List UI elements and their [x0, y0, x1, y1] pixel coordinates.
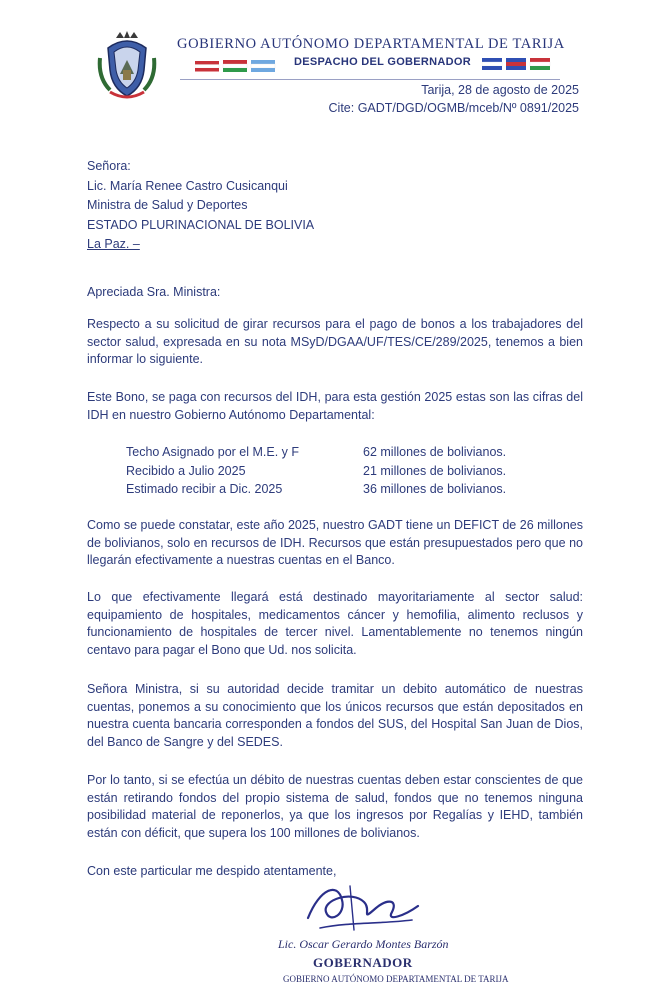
letter-greeting: Apreciada Sra. Ministra: [87, 285, 221, 299]
paragraph-accounts: Señora Ministra, si su autoridad decide tramitar un debito automático de nuestras cuentas, ponemos a su conocimiento que los únicos recursos que están depositados en nuestra cuenta bancaria corresponden a fondos del SUS, del Hospital San Juan de Dios, del Banco de Sangre y del SEDES. [87, 682, 583, 749]
figures-row [126, 445, 526, 464]
department-crest-icon [96, 30, 158, 102]
paragraph-request: Respecto a su solicitud de girar recursos para el pago de bonos a los trabajadores del sector salud, expresada en su nota MSyD/DGAA/UF/TES/CE/289/2025, tenemos a bien informar lo siguiente. [87, 317, 583, 366]
figure-value: 21 millones de bolivianos. [363, 463, 507, 478]
addressee-city: La Paz. – [87, 237, 140, 251]
handwritten-signature [280, 878, 430, 940]
figure-label: Techo Asignado por el M.E. y F [126, 445, 300, 459]
paragraph-idh-intro: Este Bono, se paga con recursos del IDH, para esta gestión 2025 estas son las cifras del IDH en nuestro Gobierno Autónomo Departamental: [87, 390, 583, 422]
paragraph-destination: Lo que efectivamente llegará está destinado mayoritariamente al sector salud: equipamiento de hospitales, medicamentos cáncer y hemofilia, alimento reclusos y funcionamiento de hospitales de tercer nivel. Lamentablemente no tenemos ningún centavo para pagar el Bono que Ud. nos solicita. [87, 590, 583, 657]
flags-left-icon [195, 58, 277, 74]
paragraph-warning: Por lo tanto, si se efectúa un débito de nuestras cuentas deben estar conscientes de que están retirando fondos del propio sistema de salud, fondos que no tenemos ninguna posibilidad material de reponerlos, ya que los ingresos por Regalías y IEHD, también están con déficit, que supera los 100 millones de bolivianos. [87, 773, 583, 840]
idh-figures-table [126, 445, 526, 501]
figure-value: 36 millones de bolivianos. [363, 482, 507, 496]
paragraph-deficit: Como se puede constatar, este año 2025, nuestro GADT tiene un DEFICT de 26 millones de bolivianos, solo en recursos de IDH. Recursos que están presupuestados pero que no llegarán efectivamente a nuestras cuentas en el Banco. [87, 518, 583, 567]
addressee-state: ESTADO PLURINACIONAL DE BOLIVIA [87, 217, 315, 232]
letter-cite: Cite: GADT/DGD/OGMB/mceb/Nº 0891/2025 [328, 101, 579, 115]
header-divider [180, 79, 560, 80]
figure-value: 62 millones de bolivianos. [363, 445, 507, 459]
letter-date: Tarija, 28 de agosto de 2025 [421, 83, 579, 97]
figures-row [126, 464, 526, 483]
figures-row [126, 482, 526, 501]
addressee-name: Lic. María Renee Castro Cusicanqui [87, 178, 288, 193]
addressee-block [87, 157, 314, 255]
addressee-salutation: Señora: [87, 159, 131, 173]
figure-label: Recibido a Julio 2025 [126, 463, 246, 478]
header-subtitle: DESPACHO DEL GOBERNADOR [294, 56, 472, 68]
letter-closing: Con este particular me despido atentamente, [87, 864, 337, 878]
flags-right-icon [482, 56, 552, 72]
signatory-name: Lic. Oscar Gerardo Montes Barzón [278, 937, 449, 951]
signatory-institution: GOBIERNO AUTÓNOMO DEPARTAMENTAL DE TARIJA [283, 974, 509, 984]
figure-label: Estimado recibir a Dic. 2025 [126, 482, 283, 496]
signatory-title: GOBERNADOR [313, 955, 413, 970]
header-title: GOBIERNO AUTÓNOMO DEPARTAMENTAL DE TARIJA [177, 36, 565, 52]
addressee-position: Ministra de Salud y Deportes [87, 198, 248, 212]
